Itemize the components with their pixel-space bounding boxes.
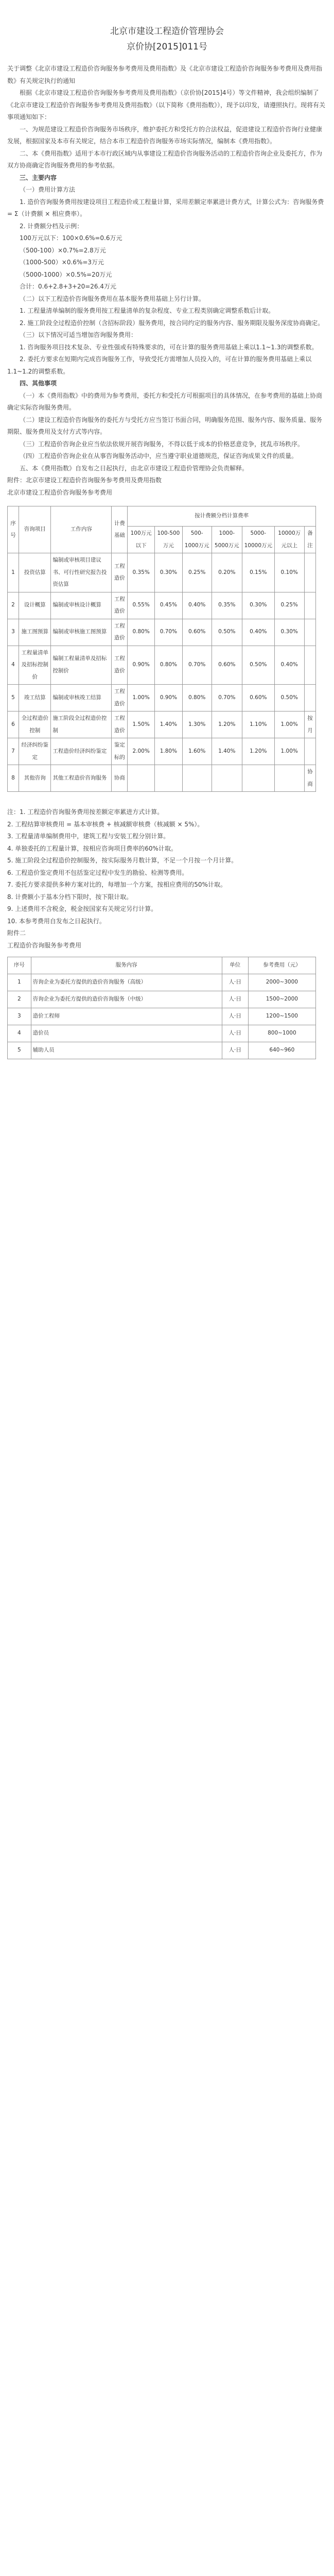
table-cell <box>304 619 315 646</box>
subsection-heading: （一）费用计算方法 <box>20 186 76 193</box>
table-cell: 1.20% <box>212 711 242 738</box>
table-cell: 0.60% <box>182 619 212 646</box>
table-row <box>8 1025 316 1042</box>
table-cell: 800~1000 <box>248 1025 315 1042</box>
fee-rate-table <box>7 506 316 792</box>
paragraph: （二）建设工程造价咨询服务的委托方与受托方应当签订书面合同，明确服务范围、服务内容、服务质量、服务期限、服务费用及支付方式等内容。 <box>7 416 323 435</box>
table-row <box>8 711 316 738</box>
table-cell: 0.25% <box>182 553 212 592</box>
attachment-label: 附件二 <box>7 929 26 937</box>
document-body <box>0 54 334 1059</box>
table-cell: 3 <box>8 1008 31 1025</box>
table-cell: 编制工程量清单及招标控制价 <box>51 646 112 685</box>
table-cell: 0.50% <box>212 619 242 646</box>
table-row <box>8 685 316 711</box>
table-row <box>8 592 316 619</box>
table-header-cell: 序号 <box>8 506 19 553</box>
table-cell: 施工图预算 <box>19 619 50 646</box>
table-cell: 0.10% <box>274 553 304 592</box>
table-header-cell: 100-500万元 <box>154 527 182 553</box>
table-cell: 1 <box>8 553 19 592</box>
table-cell: 0.25% <box>274 592 304 619</box>
table-header-cell: 1000-5000万元 <box>212 527 242 553</box>
table-cell: 1 <box>8 974 31 991</box>
table-cell: 工程造价 <box>112 553 128 592</box>
note-line: 7. 委托方要求提供多种方案对比的，每增加一个方案，按相应费用的50%计取。 <box>7 881 226 888</box>
table-cell <box>304 646 315 685</box>
table-header-cell: 备注 <box>304 527 315 553</box>
table-header-cell: 计费基础 <box>112 506 128 553</box>
table-cell: 1.50% <box>128 711 155 738</box>
table-cell: 5 <box>8 685 19 711</box>
table-cell: 640~960 <box>248 1042 315 1059</box>
table2-title: 工程造价咨询服务参考费用 <box>7 941 82 949</box>
table-cell: 0.35% <box>212 592 242 619</box>
table-cell: 经济纠纷鉴定 <box>19 738 50 765</box>
table-cell: 编制或审核项目建议书、可行性研究报告投资估算 <box>51 553 112 592</box>
table1-title: 北京市建设工程造价咨询服务参考费用 <box>7 488 113 496</box>
table-row <box>8 765 316 792</box>
table-row <box>8 738 316 765</box>
table-cell: 6 <box>8 711 19 738</box>
paragraph: （一）本《费用指数》中的费用为参考费用，委托方和受托方可根据项目的具体情况，在参考费用的基础上协商确定实际咨询服务费用。 <box>7 392 323 411</box>
table-cell: 工程造价 <box>112 646 128 685</box>
table-cell: 1.00% <box>128 685 155 711</box>
table-cell: 0.70% <box>182 646 212 685</box>
note-line: 10. 本参考费用自发布之日起执行。 <box>7 917 106 925</box>
table-cell: 人·日 <box>222 1008 248 1025</box>
table-cell: 8 <box>8 765 19 792</box>
table-cell: 2.00% <box>128 738 155 765</box>
table-cell: 人·日 <box>222 1025 248 1042</box>
table-header-row <box>8 506 316 527</box>
section-heading: 四、其他事项 <box>20 380 57 387</box>
table-cell: 2 <box>8 991 31 1008</box>
formula-line: （5000-1000）×0.5%=20万元 <box>20 270 112 278</box>
table-cell: 4 <box>8 1025 31 1042</box>
table-cell: 造价员 <box>31 1025 222 1042</box>
table-cell: 0.40% <box>182 592 212 619</box>
intro-paragraph: 关于调整《北京市建设工程造价咨询服务参考费用及费用指数》及《北京市建设工程造价咨询服务参考费用及费用指数》有关规定执行的通知 <box>7 65 323 84</box>
paragraph: 1. 咨询服务项目技术复杂、专业性强或有特殊要求的，可在计算的服务费用基础上乘以1.1~1.3的调整系数。 <box>20 343 318 351</box>
table-cell: 0.90% <box>154 685 182 711</box>
table-cell: 0.50% <box>242 646 274 685</box>
table-cell <box>128 765 155 792</box>
subsection-heading: （三）以下情况可适当增加咨询服务费用： <box>20 331 137 338</box>
table-cell <box>212 765 242 792</box>
table-cell: 1.20% <box>242 738 274 765</box>
table-cell: 0.60% <box>242 685 274 711</box>
table-cell <box>154 765 182 792</box>
paragraph: 二、本《费用指数》适用于本市行政区域内从事建设工程造价咨询服务活动的工程造价咨询企业及委托方，作为双方协商确定咨询服务费用的参考依据。 <box>7 149 323 169</box>
paragraph: 1. 工程量清单编制的服务费用按工程量清单的复杂程度、专业工程类别确定调整系数后计取。 <box>20 307 275 314</box>
table-cell <box>304 553 315 592</box>
table-cell: 1.60% <box>182 738 212 765</box>
table-header-cell: 参考费用（元） <box>248 957 315 974</box>
formula-line: 合计：0.6+2.8+3+20=26.4万元 <box>20 283 117 290</box>
table-cell: 0.80% <box>182 685 212 711</box>
table-cell: 1200~1500 <box>248 1008 315 1025</box>
table-header-cell: 单位 <box>222 957 248 974</box>
note-line: 6. 工程造价鉴定费用不包括鉴定过程中发生的勘验、检测等费用。 <box>7 869 188 876</box>
table-cell: 0.60% <box>212 646 242 685</box>
document-header <box>0 0 334 54</box>
paragraph: 五、本《费用指数》自发布之日起执行，由北京市建设工程造价管理协会负责解释。 <box>20 464 249 472</box>
table-cell: 0.35% <box>128 553 155 592</box>
table-cell: 全过程造价控制 <box>19 711 50 738</box>
table-cell: 0.70% <box>212 685 242 711</box>
table-cell: 0.45% <box>154 592 182 619</box>
note-line: 5. 施工阶段全过程造价控制服务，按实际服务月数计算，不足一个月按一个月计算。 <box>7 857 238 864</box>
note-line: 9. 上述费用不含税金，税金按国家有关规定另行计算。 <box>7 905 157 912</box>
table-cell <box>182 765 212 792</box>
note-line: 8. 计费额小于基本分档下限时，按下限计取。 <box>7 893 133 901</box>
table-cell: 0.20% <box>212 553 242 592</box>
table-cell: 工程造价 <box>112 685 128 711</box>
table-cell: 竣工结算 <box>19 685 50 711</box>
table-header-cell: 服务内容 <box>31 957 222 974</box>
table-cell: 辅助人员 <box>31 1042 222 1059</box>
table-row <box>8 1008 316 1025</box>
table-cell: 7 <box>8 738 19 765</box>
table-cell <box>304 738 315 765</box>
table-row <box>8 646 316 685</box>
table-cell: 1.00% <box>274 711 304 738</box>
table-row <box>8 619 316 646</box>
table-cell: 1.30% <box>182 711 212 738</box>
table-cell: 1.00% <box>274 738 304 765</box>
table-cell: 工程量清单及招标控制价 <box>19 646 50 685</box>
table-cell: 0.90% <box>128 646 155 685</box>
table-cell: 咨询企业为委托方提供的造价咨询服务（高级） <box>31 974 222 991</box>
service-fee-table <box>7 957 316 1059</box>
table-cell: 0.30% <box>154 553 182 592</box>
table-header-cell: 10000万元以上 <box>274 527 304 553</box>
table-cell: 0.30% <box>274 619 304 646</box>
note-line: 4. 单独委托的工程量计算，按相应咨询项目费率的60%计取。 <box>7 844 177 852</box>
table-header-cell: 100万元以下 <box>128 527 155 553</box>
table-cell: 咨询企业为委托方提供的造价咨询服务（中级） <box>31 991 222 1008</box>
paragraph: 2. 委托方要求在短期内完成咨询服务工作，导致受托方需增加人员投入的，可在计算的服务费用基础上乘以1.1~1.2的调整系数。 <box>7 355 312 375</box>
note-line: 注：1. 工程造价咨询服务费用按差额定率累进方式计算。 <box>7 808 164 816</box>
table-cell: 1.40% <box>212 738 242 765</box>
table-header-cell: 咨询项目 <box>19 506 50 553</box>
table-cell <box>274 765 304 792</box>
table-cell: 人·日 <box>222 1042 248 1059</box>
table-cell: 1.40% <box>154 711 182 738</box>
table-cell <box>304 592 315 619</box>
issuing-organization: 北京市建设工程造价管理协会 <box>110 26 224 37</box>
formula-line: （500-100）×0.7%=2.8万元 <box>20 246 106 254</box>
table-cell: 其他工程造价咨询服务 <box>51 765 112 792</box>
note-line: 3. 工程量清单编制费用中，建筑工程与安装工程分别计算。 <box>7 833 170 840</box>
table-cell: 0.55% <box>128 592 155 619</box>
table-cell: 1500~2000 <box>248 991 315 1008</box>
table-cell: 4 <box>8 646 19 685</box>
table-cell: 编制或审核施工图预算 <box>51 619 112 646</box>
table-cell: 2000~3000 <box>248 974 315 991</box>
table-cell: 工程造价经济纠纷鉴定 <box>51 738 112 765</box>
table-cell: 0.40% <box>242 619 274 646</box>
attachment-line: 附件：北京市建设工程造价咨询服务参考费用及费用指数 <box>7 477 162 484</box>
paragraph: 1. 造价咨询服务费用按建设项目工程造价或工程量计算，采用差额定率累进计费方式，计算公式为：咨询服务费 = Σ（计费额 × 相应费率）。 <box>7 198 324 217</box>
table-cell: 3 <box>8 619 19 646</box>
table-cell <box>242 765 274 792</box>
table-cell: 0.80% <box>128 619 155 646</box>
table-row <box>8 991 316 1008</box>
table-cell: 工程造价 <box>112 592 128 619</box>
table-header-cell: 序号 <box>8 957 31 974</box>
table-cell: 人·日 <box>222 974 248 991</box>
table-row <box>8 553 316 592</box>
table-cell: 5 <box>8 1042 31 1059</box>
paragraph: 2. 施工阶段全过程造价控制（含招标阶段）服务费用，按合同约定的服务内容、服务期限及服务深度协商确定。 <box>20 319 324 327</box>
table-cell: 设计概算 <box>19 592 50 619</box>
table-cell: 鉴定标的 <box>112 738 128 765</box>
table-cell: 0.80% <box>154 646 182 685</box>
note-line: 2. 工程结算审核费用 = 基本审核费 + 核减额审核费（核减额 × 5%）。 <box>7 820 204 828</box>
table-cell: 工程造价 <box>112 711 128 738</box>
table-cell: 工程造价 <box>112 619 128 646</box>
table-cell: 造价工程师 <box>31 1008 222 1025</box>
table-notes <box>7 806 327 927</box>
table-cell: 编制或审核竣工结算 <box>51 685 112 711</box>
table-cell: 按月 <box>304 711 315 738</box>
table-cell <box>304 685 315 711</box>
table-cell: 0.70% <box>154 619 182 646</box>
formula-line: 100万元以下：100×0.6%=0.6万元 <box>20 234 122 242</box>
table-cell: 0.50% <box>274 685 304 711</box>
table-cell: 1.80% <box>154 738 182 765</box>
table-cell: 施工阶段全过程造价控制 <box>51 711 112 738</box>
paragraph: 一、为规范建设工程造价咨询服务市场秩序，维护委托方和受托方的合法权益，促进建设工程造价咨询行业健康发展，根据国家及本市有关规定，结合本市工程造价咨询服务市场实际情况，编制本《费用指数》。 <box>7 125 323 145</box>
table-row <box>8 1042 316 1059</box>
table-header-row <box>8 957 316 974</box>
table-cell: 协商 <box>112 765 128 792</box>
paragraph: （四）工程造价咨询企业在从事咨询服务活动中，应当遵守职业道德规范，保证咨询成果文件的质量。 <box>20 452 298 460</box>
paragraph: （三）工程造价咨询企业应当依法依规开展咨询服务，不得以低于成本的价格恶意竞争，扰乱市场秩序。 <box>20 440 304 448</box>
table-header-cell: 按计费额分档计算费率 <box>128 506 316 527</box>
paragraph: 2. 计费额分档及示例： <box>20 222 83 230</box>
table-cell: 人·日 <box>222 991 248 1008</box>
table-row <box>8 974 316 991</box>
table-header-cell: 5000-10000万元 <box>242 527 274 553</box>
table-header-cell: 工作内容 <box>51 506 112 553</box>
table-cell: 0.30% <box>242 592 274 619</box>
table-cell: 编制或审核设计概算 <box>51 592 112 619</box>
table-cell: 投资估算 <box>19 553 50 592</box>
formula-line: （1000-500）×0.6%=3万元 <box>20 259 104 266</box>
table-cell: 0.15% <box>242 553 274 592</box>
section-heading: 三、主要内容 <box>20 174 57 181</box>
table-cell: 其他咨询 <box>19 765 50 792</box>
document-number: 京价协[2015]011号 <box>127 42 207 52</box>
table-cell: 1.10% <box>242 711 274 738</box>
table-header-cell: 500-1000万元 <box>182 527 212 553</box>
table-cell: 协商 <box>304 765 315 792</box>
table-cell: 0.40% <box>274 646 304 685</box>
subsection-heading: （二）以下工程造价咨询服务费用在基本服务费用基础上另行计算。 <box>20 295 205 302</box>
table-cell: 2 <box>8 592 19 619</box>
paragraph: 根据《北京市建设工程造价咨询服务参考费用及费用指数》（京价协[2015]4号）等文件精神，我会组织编制了《北京市建设工程造价咨询服务参考费用及费用指数》（以下简称《费用指数》），现予以印发，请遵照执行。现将有关事项通知如下： <box>7 89 326 121</box>
